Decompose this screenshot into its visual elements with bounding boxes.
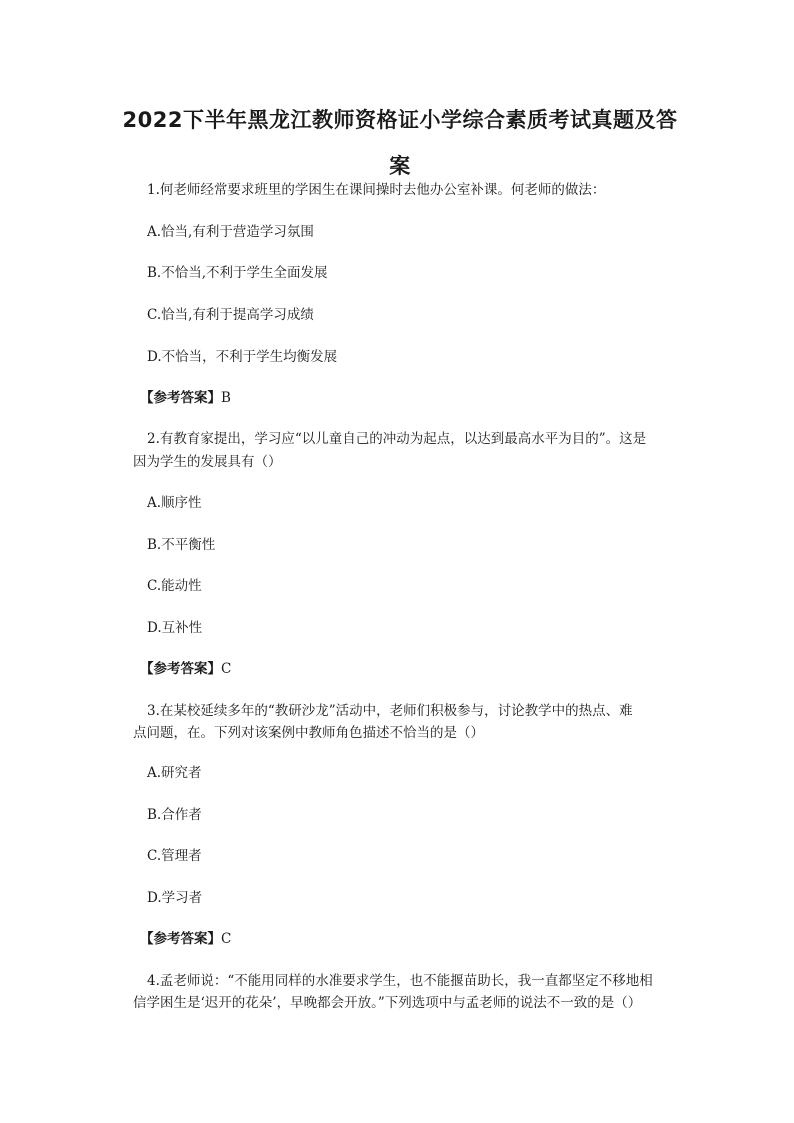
answer-value: C [221,931,232,947]
question-1-option-b: B.不恰当,不利于学生全面发展 [147,265,328,281]
question-4-stem-line1: 4.孟老师说：“不能用同样的水准要求学生，也不能揠苗助长，我一直都坚定不移地相 [147,973,653,989]
question-1-option-d: D.不恰当，不利于学生均衡发展 [147,349,338,365]
question-2-stem-line2: 因为学生的发展具有（） [133,454,282,470]
question-3-answer [140,929,231,949]
question-3-option-a: A.研究者 [147,765,202,781]
question-2-stem-line1: 2.有教育家提出，学习应“以儿童自己的冲动为起点，以达到最高水平为目的”。这是 [147,431,647,447]
answer-label: 【参考答案】 [140,390,221,406]
question-2-option-c: C.能动性 [147,578,202,594]
answer-label: 【参考答案】 [140,661,221,677]
question-2-option-b: B.不平衡性 [147,537,216,553]
question-3-stem-line1: 3.在某校延续多年的“教研沙龙”活动中，老师们积极参与，讨论教学中的热点、难 [147,703,633,719]
question-1-option-c: C.恰当,有利于提高学习成绩 [147,307,314,323]
answer-label: 【参考答案】 [140,931,221,947]
question-3-option-d: D.学习者 [147,890,203,906]
question-1-answer [140,388,231,408]
question-2-option-d: D.互补性 [147,620,203,636]
answer-value: B [221,390,231,406]
question-1-option-a: A.恰当,有利于营造学习氛围 [147,224,314,240]
question-3-stem-line2: 点问题，在。下列对该案例中教师角色描述不恰当的是（） [133,725,484,741]
question-3-option-b: B.合作者 [147,807,202,823]
document-title-line2: 案 [389,154,411,178]
question-3-option-c: C.管理者 [147,848,202,864]
question-1-stem: 1.何老师经常要求班里的学困生在课间操时去他办公室补课。何老师的做法： [147,182,606,198]
document-title-line1: 2022下半年黑龙江教师资格证小学综合素质考试真题及答 [122,108,678,132]
question-2-option-a: A.顺序性 [147,495,202,511]
question-2-answer [140,659,231,679]
answer-value: C [221,661,232,677]
question-4-stem-line2: 信学困生是‘迟开的花朵’，早晚都会开放。”下列选项中与孟老师的说法不一致的是（） [133,995,642,1011]
